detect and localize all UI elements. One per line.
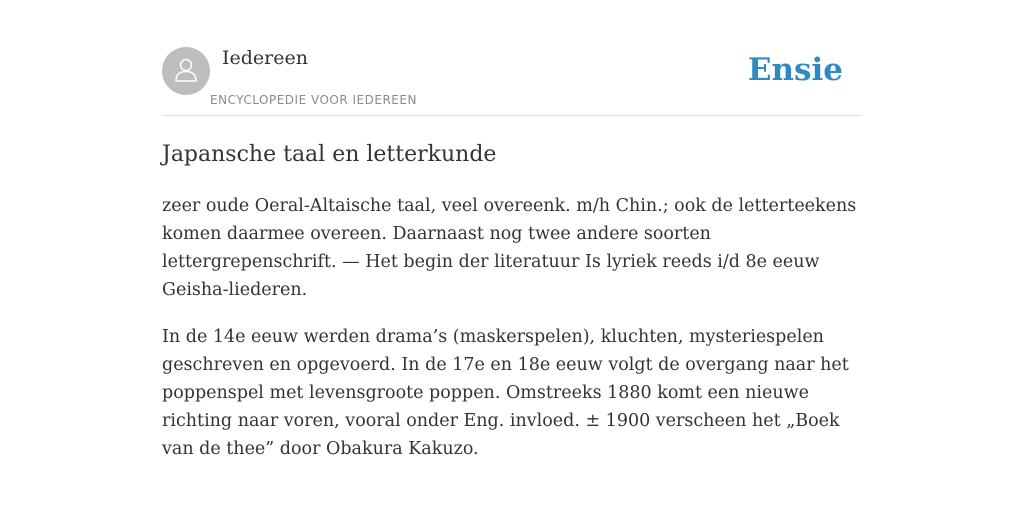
article-paragraph: In de 14e eeuw werden drama’s (maskerspelen), kluchten, mysteriespelen geschreven en opgevoerd. In de 17e en 18e eeuw volgt de overgang naar het poppenspel met levensgroote poppen. Omstreeks 1880 komt een nieuwe richting naar voren, vooral onder Eng. invloed. ± 1900 verscheen het „Boek van de thee” door Obakura Kakuzo. [162, 327, 849, 459]
article-paragraph: zeer oude Oeral-Altaische taal, veel overeenk. m/h Chin.; ook de letterteekens komen daarmee overeen. Daarnaast nog twee andere soorten lettergrepenschrift. — Het begin der literatuur Is lyriek reeds i/d 8e eeuw Geisha-liederen. [162, 196, 857, 300]
article-title: Japansche taal en letterkunde [162, 142, 497, 167]
author-name[interactable]: Iedereen [222, 47, 308, 69]
header [162, 46, 862, 116]
user-icon [172, 55, 200, 88]
avatar[interactable] [162, 47, 210, 95]
article-body [162, 192, 867, 482]
brand-logo[interactable]: Ensie [747, 52, 843, 88]
site-subtitle: ENCYCLOPEDIE VOOR IEDEREEN [210, 93, 417, 107]
